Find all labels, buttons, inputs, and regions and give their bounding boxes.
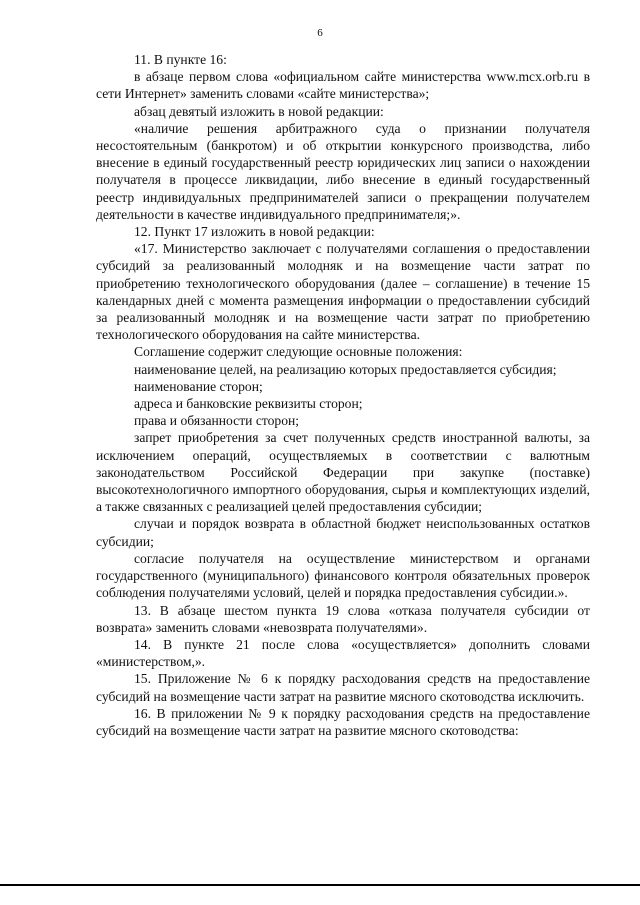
paragraph: 13. В абзаце шестом пункта 19 слова «отказа получателя субсидии от возврата» заменить словами «невозврата получателями». bbox=[96, 602, 590, 635]
document-body bbox=[96, 51, 590, 739]
paragraph: «17. Министерство заключает с получателями соглашения о предоставлении субсидий за реализованный молодняк и на возмещение части затрат по приобретению технологического оборудования (далее – соглашение) в течение 15 календарных дней с момента размещения информации о предоставлении субсидий за реализованный молодняк и на возмещение части затрат по приобретению технологического оборудования на сайте министерства. bbox=[96, 241, 590, 343]
paragraph: наименование сторон; bbox=[134, 378, 263, 394]
paragraph: 11. В пункте 16: bbox=[134, 52, 227, 67]
paragraph: «наличие решения арбитражного суда о признании получателя несостоятельным (банкротом) и об открытии конкурсного производства, либо внесение в единый государственный реестр юридических лиц записи о нахождении получателя в процессе ликвидации, либо внесение в единый государственный реестр индивидуальных предпринимателей записи о прекращении получателем деятельности в качестве индивидуального предпринимателя;». bbox=[96, 120, 590, 222]
paragraph: Соглашение содержит следующие основные положения: bbox=[134, 344, 463, 360]
paragraph: адреса и банковские реквизиты сторон; bbox=[134, 396, 363, 412]
paragraph: согласие получателя на осуществление министерством и органами государственного (муниципального) финансового контроля обязательных проверок соблюдения получателями условий, целей и порядка предоставления субсидии.». bbox=[96, 550, 590, 601]
paragraph: права и обязанности сторон; bbox=[134, 413, 300, 429]
paragraph: 15. Приложение № 6 к порядку расходования средств на предоставление субсидий на возмещение части затрат на развитие мясного скотоводства исключить. bbox=[96, 671, 590, 704]
paragraph: 16. В приложении № 9 к порядку расходования средств на предоставление субсидий на возмещение части затрат на развитие мясного скотоводства: bbox=[96, 705, 590, 738]
bottom-rule bbox=[0, 884, 640, 886]
paragraph: 12. Пункт 17 изложить в новой редакции: bbox=[134, 224, 375, 240]
paragraph: запрет приобретения за счет полученных средств иностранной валюты, за исключением операций, осуществляемых в соответствии с валютным законодательством Российской Федерации при закупке (поставке) высокотехнологичного импортного оборудования, сырья и комплектующих изделий, а также связанных с реализацией целей предоставления субсидии; bbox=[96, 430, 590, 515]
paragraph: наименование целей, на реализацию которых предоставляется субсидия; bbox=[134, 361, 557, 377]
paragraph: 14. В пункте 21 после слова «осуществляется» дополнить словами «министерством,». bbox=[96, 636, 590, 670]
paragraph: случаи и порядок возврата в областной бюджет неиспользованных остатков субсидии; bbox=[96, 516, 590, 549]
paragraph: в абзаце первом слова «официальном сайте министерства www.mcx.orb.ru в сети Интернет» заменить словами «сайте министерства»; bbox=[96, 69, 590, 102]
page-number: 6 bbox=[317, 27, 323, 39]
paragraph: абзац девятый изложить в новой редакции: bbox=[134, 103, 384, 119]
